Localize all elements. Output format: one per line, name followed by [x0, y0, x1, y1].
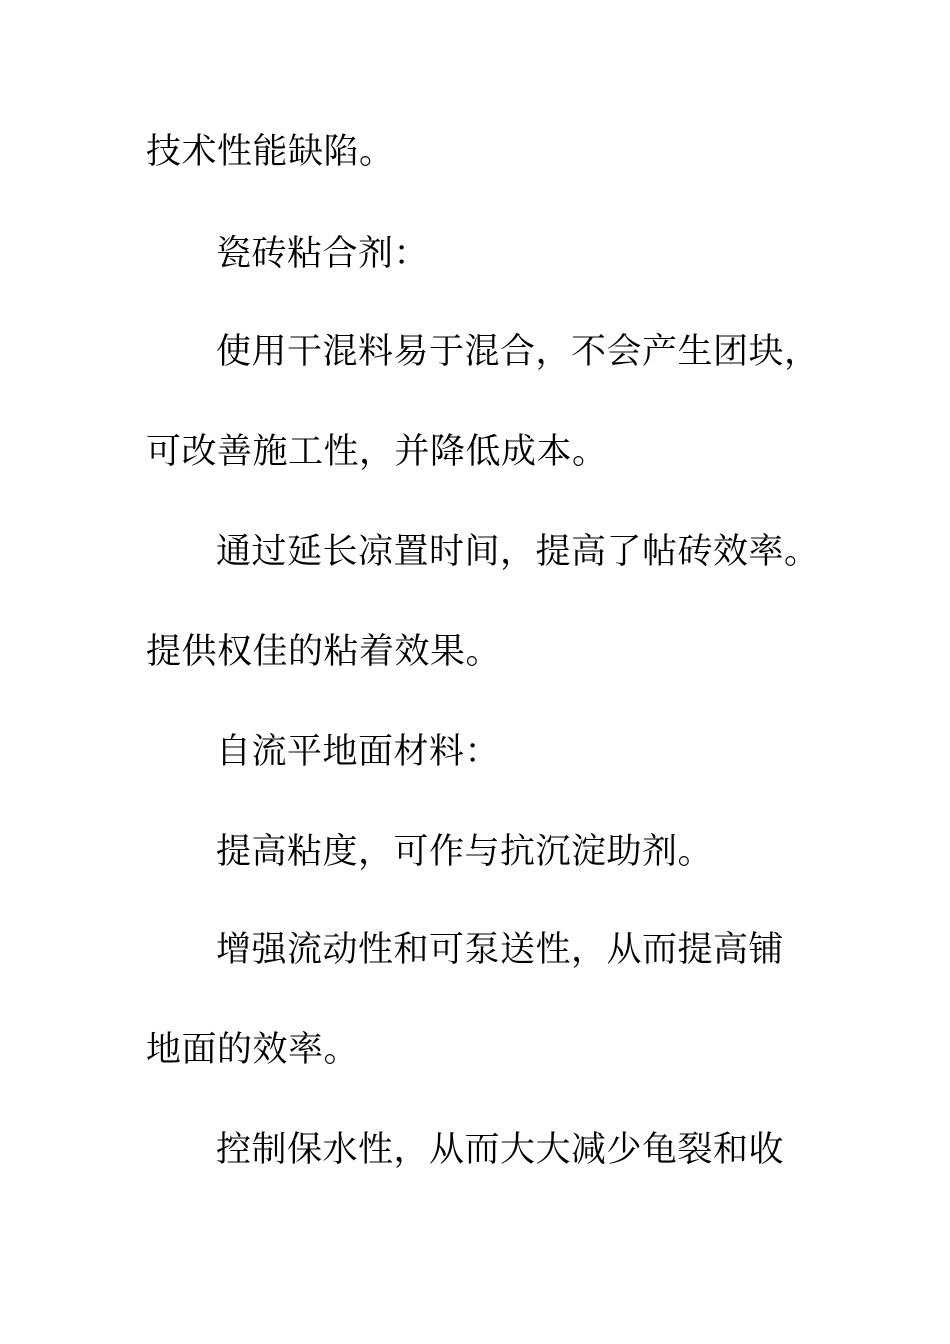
text-line-3: 使用干混料易于混合，不会产生团块，	[216, 332, 820, 372]
text-line-4: 可改善施工性，并降低成本。	[146, 432, 608, 472]
text-line-5: 通过延长凉置时间，提高了帖砖效率。	[216, 532, 820, 572]
text-line-8: 提高粘度，可作与抗沉淀助剂。	[216, 832, 714, 872]
text-line-1: 技术性能缺陷。	[146, 132, 395, 172]
text-line-11: 控制保水性，从而大大减少龟裂和收	[216, 1130, 785, 1170]
heading-self-leveling-floor: 自流平地面材料：	[216, 732, 501, 772]
text-line-9: 增强流动性和可泵送性，从而提高铺	[216, 930, 785, 970]
text-line-6: 提供权佳的粘着效果。	[146, 632, 502, 672]
heading-tile-adhesive: 瓷砖粘合剂：	[216, 234, 430, 274]
text-line-10: 地面的效率。	[146, 1030, 360, 1070]
